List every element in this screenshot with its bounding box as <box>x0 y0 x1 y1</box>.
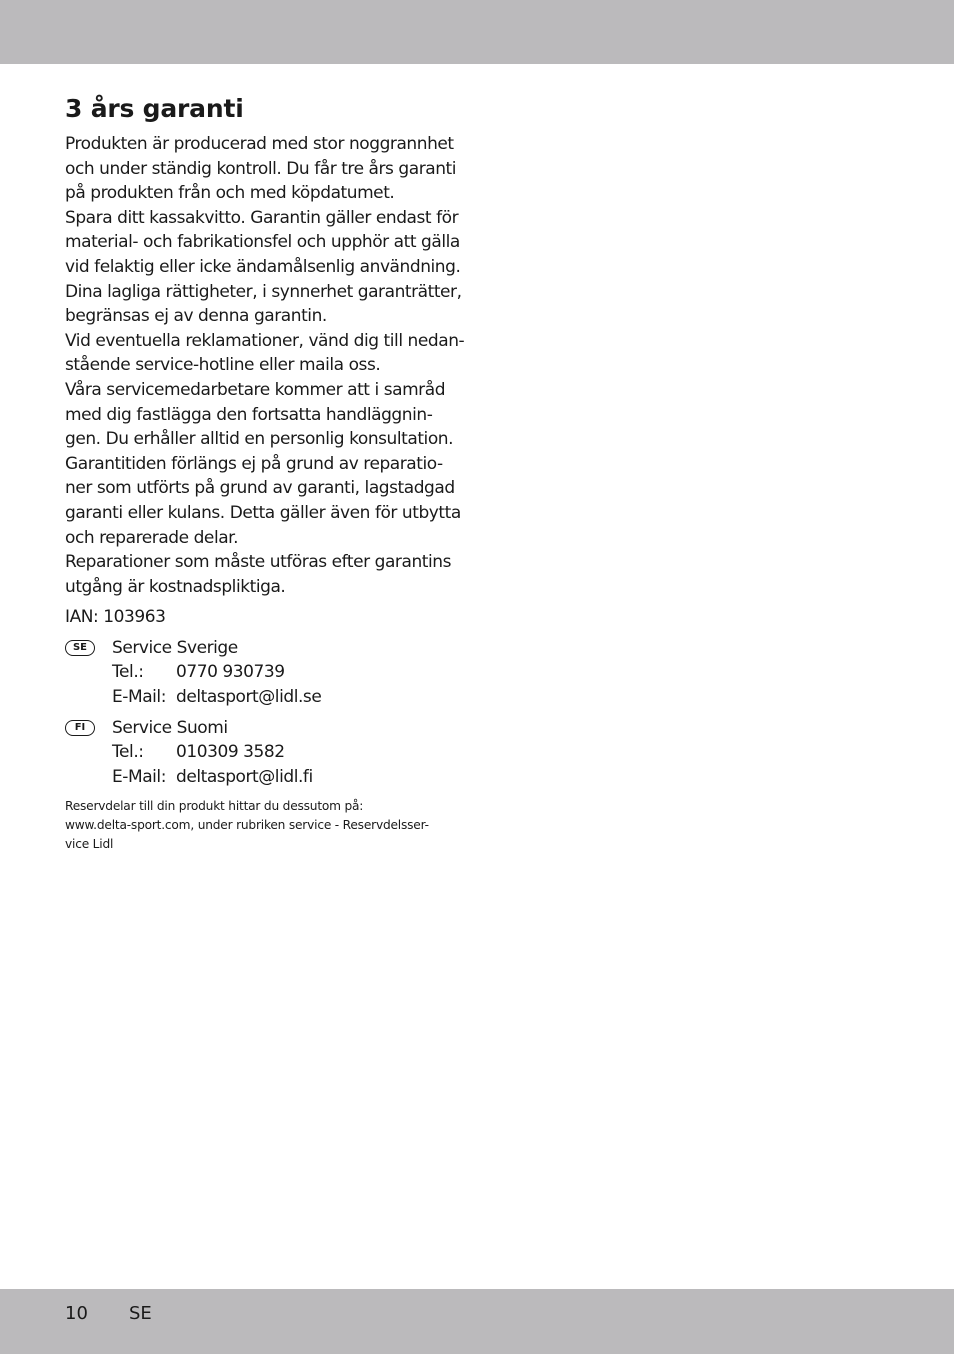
paragraph-line: Vid eventuella reklamationer, vänd dig till nedan- <box>65 330 465 351</box>
mail-address: deltasport@lidl.fi <box>176 766 313 787</box>
ian-number: IAN: 103963 <box>65 607 166 628</box>
paragraph-line: Dina lagliga rättigheter, i synnerhet garanträtter, <box>65 281 462 302</box>
service-name: Service Sverige <box>112 637 238 658</box>
paragraph-line: Reparationer som måste utföras efter garantins <box>65 552 451 573</box>
header-band <box>0 0 954 64</box>
tel-label: Tel.: <box>112 742 144 763</box>
tel-number: 0770 930739 <box>176 662 285 683</box>
tel-number: 010309 3582 <box>176 742 285 763</box>
spare-parts-note <box>65 797 465 854</box>
service-block-finland <box>65 716 465 790</box>
paragraph-line: Produkten är producerad med stor noggrannhet <box>65 134 454 154</box>
mail-label: E-Mail: <box>112 687 166 708</box>
paragraph-line: med dig fastlägga den fortsatta handläggnin- <box>65 404 433 425</box>
paragraph-line: material- och fabrikationsfel och upphör att gälla <box>65 232 460 253</box>
paragraph-line: garanti eller kulans. Detta gäller även för utbytta <box>65 502 461 523</box>
paragraph-line: och reparerade delar. <box>65 527 239 548</box>
paragraph-line: och under ständig kontroll. Du får tre års garanti <box>65 158 457 179</box>
paragraph-line: gen. Du erhåller alltid en personlig konsultation. <box>65 429 454 450</box>
note-line: www.delta-sport.com, under rubriken service - Reservdelsser- <box>65 818 429 833</box>
paragraph-line: begränsas ej av denna garantin. <box>65 306 327 327</box>
country-badge-fi: FI <box>65 720 95 736</box>
paragraph-line: vid felaktig eller icke ändamålsenlig användning. <box>65 256 461 277</box>
note-line: vice Lidl <box>65 837 114 852</box>
warranty-paragraph <box>65 132 465 599</box>
service-name: Service Suomi <box>112 717 228 738</box>
paragraph-line: Våra servicemedarbetare kommer att i samråd <box>65 379 446 400</box>
paragraph-line: Garantitiden förlängs ej på grund av reparatio- <box>65 453 443 474</box>
page-number: 10 <box>65 1303 88 1324</box>
paragraph-line: ner som utförts på grund av garanti, lagstadgad <box>65 478 455 499</box>
paragraph-line: Spara ditt kassakvitto. Garantin gäller endast för <box>65 207 459 228</box>
language-code: SE <box>129 1303 152 1324</box>
mail-address: deltasport@lidl.se <box>176 687 322 708</box>
service-block-sweden <box>65 636 465 710</box>
mail-label: E-Mail: <box>112 766 166 787</box>
paragraph-line: stående service-hotline eller maila oss. <box>65 355 381 376</box>
warranty-section <box>65 92 465 854</box>
paragraph-line: utgång är kostnadspliktiga. <box>65 576 286 597</box>
tel-label: Tel.: <box>112 662 144 683</box>
country-badge-se: SE <box>65 640 95 656</box>
page-title: 3 års garanti <box>65 94 244 123</box>
note-line: Reservdelar till din produkt hittar du dessutom på: <box>65 799 364 814</box>
paragraph-line: på produkten från och med köpdatumet. <box>65 183 395 204</box>
